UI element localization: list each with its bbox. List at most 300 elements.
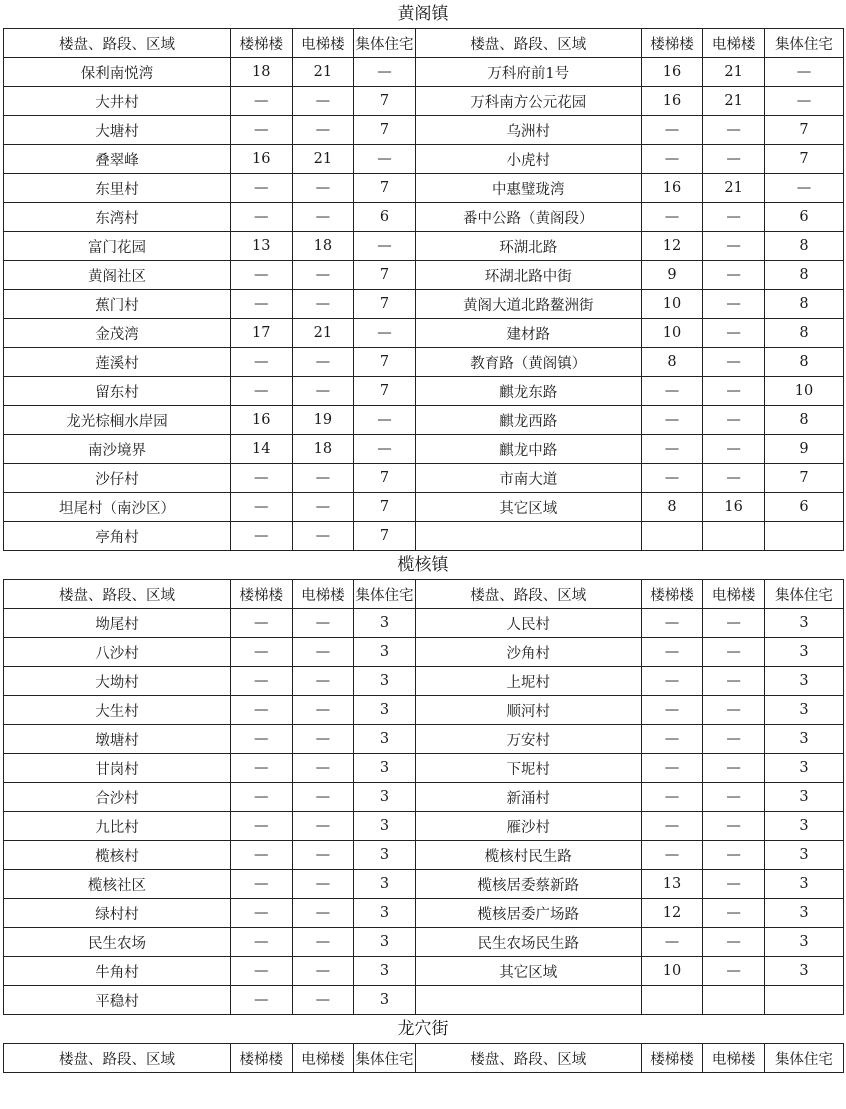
table-row <box>4 377 844 406</box>
table-cell: 18 <box>230 58 292 87</box>
table-cell: 环湖北路 <box>415 232 641 261</box>
table-cell: — <box>703 406 765 435</box>
table-cell: 16 <box>703 493 765 522</box>
table-cell: — <box>764 87 843 116</box>
table-cell: 7 <box>764 464 843 493</box>
table-cell: 16 <box>230 406 292 435</box>
table-cell: 3 <box>764 899 843 928</box>
table-cell: 12 <box>641 899 703 928</box>
table-row <box>4 174 844 203</box>
table-cell: 民生农场 <box>4 928 231 957</box>
table-row <box>4 986 844 1015</box>
table-row <box>4 899 844 928</box>
table-cell: 7 <box>354 464 416 493</box>
column-header: 楼梯楼 <box>230 580 292 609</box>
table-cell: 平稳村 <box>4 986 231 1015</box>
column-header: 电梯楼 <box>703 580 765 609</box>
table-header-row <box>4 29 844 58</box>
table-cell: — <box>292 870 354 899</box>
column-header: 楼梯楼 <box>230 29 292 58</box>
table-cell: — <box>230 290 292 319</box>
column-header: 楼梯楼 <box>641 1044 703 1073</box>
column-header: 楼盘、路段、区域 <box>4 1044 231 1073</box>
table-cell: 环湖北路中街 <box>415 261 641 290</box>
table-cell: 16 <box>641 174 703 203</box>
table-cell: — <box>230 638 292 667</box>
table-cell: 16 <box>641 58 703 87</box>
table-cell: 牛角村 <box>4 957 231 986</box>
table-cell: 龙光棕榈水岸园 <box>4 406 231 435</box>
table-cell: 6 <box>764 493 843 522</box>
table-cell: 21 <box>703 87 765 116</box>
table-cell: 九比村 <box>4 812 231 841</box>
table-cell: — <box>292 928 354 957</box>
table-cell: — <box>292 754 354 783</box>
table-cell: — <box>230 986 292 1015</box>
table-cell <box>415 986 641 1015</box>
table-cell: — <box>703 145 765 174</box>
table-cell: — <box>292 116 354 145</box>
table-cell: — <box>292 696 354 725</box>
table-row <box>4 261 844 290</box>
table-cell: 甘岗村 <box>4 754 231 783</box>
table-cell: 榄核居委蔡新路 <box>415 870 641 899</box>
table-cell: 雁沙村 <box>415 812 641 841</box>
table-cell: 3 <box>354 638 416 667</box>
table-cell: 10 <box>764 377 843 406</box>
table-cell: 9 <box>641 261 703 290</box>
table-row <box>4 203 844 232</box>
column-header: 楼盘、路段、区域 <box>415 580 641 609</box>
table-cell: — <box>641 406 703 435</box>
table-cell: — <box>641 725 703 754</box>
table-row <box>4 435 844 464</box>
table-cell: 3 <box>354 667 416 696</box>
table-cell: — <box>703 261 765 290</box>
table-cell: — <box>703 725 765 754</box>
column-header: 电梯楼 <box>292 580 354 609</box>
table-cell: 10 <box>641 319 703 348</box>
table-cell: 3 <box>764 754 843 783</box>
table-cell: 3 <box>354 812 416 841</box>
table-cell: 榄核社区 <box>4 870 231 899</box>
table-cell: — <box>230 899 292 928</box>
table-cell: — <box>641 812 703 841</box>
table-cell: 3 <box>764 609 843 638</box>
column-header: 楼盘、路段、区域 <box>415 1044 641 1073</box>
table-cell <box>764 522 843 551</box>
table-cell: — <box>230 812 292 841</box>
table-row <box>4 928 844 957</box>
column-header: 楼梯楼 <box>641 29 703 58</box>
column-header: 集体住宅 <box>354 580 416 609</box>
table-cell: 7 <box>354 261 416 290</box>
table-row <box>4 87 844 116</box>
table-cell: — <box>354 145 416 174</box>
table-cell: 17 <box>230 319 292 348</box>
housing-table <box>3 579 844 1015</box>
table-cell: 乌洲村 <box>415 116 641 145</box>
table-cell: — <box>230 696 292 725</box>
table-cell: 东里村 <box>4 174 231 203</box>
table-cell: — <box>703 116 765 145</box>
column-header: 集体住宅 <box>764 1044 843 1073</box>
table-cell: 中惠璧珑湾 <box>415 174 641 203</box>
table-cell: 7 <box>354 116 416 145</box>
table-row <box>4 841 844 870</box>
table-cell: — <box>292 348 354 377</box>
table-cell: 21 <box>292 145 354 174</box>
column-header: 电梯楼 <box>292 29 354 58</box>
table-row <box>4 232 844 261</box>
table-cell <box>641 986 703 1015</box>
table-cell: — <box>292 986 354 1015</box>
table-cell: 8 <box>764 406 843 435</box>
table-cell: — <box>703 754 765 783</box>
table-cell: 12 <box>641 232 703 261</box>
table-cell: 榄核村 <box>4 841 231 870</box>
table-cell: — <box>230 174 292 203</box>
table-cell: — <box>703 290 765 319</box>
table-cell: 下坭村 <box>415 754 641 783</box>
table-cell: — <box>230 464 292 493</box>
table-cell: — <box>764 58 843 87</box>
table-cell: — <box>230 116 292 145</box>
table-cell: — <box>641 696 703 725</box>
table-cell: — <box>354 435 416 464</box>
table-cell: — <box>703 928 765 957</box>
table-cell: — <box>230 754 292 783</box>
table-row <box>4 870 844 899</box>
table-cell: — <box>292 290 354 319</box>
table-cell: — <box>703 957 765 986</box>
table-cell: 富门花园 <box>4 232 231 261</box>
table-cell: — <box>230 261 292 290</box>
table-row <box>4 522 844 551</box>
column-header: 楼梯楼 <box>641 580 703 609</box>
table-cell: — <box>354 406 416 435</box>
table-cell: 16 <box>641 87 703 116</box>
table-cell: 大生村 <box>4 696 231 725</box>
column-header: 集体住宅 <box>354 1044 416 1073</box>
housing-table <box>3 28 844 551</box>
table-cell: 3 <box>354 696 416 725</box>
table-cell: 坦尾村（南沙区） <box>4 493 231 522</box>
table-cell: 3 <box>764 928 843 957</box>
table-cell: — <box>703 638 765 667</box>
table-cell: — <box>292 522 354 551</box>
table-cell: — <box>292 87 354 116</box>
table-cell: 市南大道 <box>415 464 641 493</box>
table-cell: — <box>641 638 703 667</box>
table-cell: — <box>641 435 703 464</box>
table-cell: 21 <box>292 58 354 87</box>
table-cell: 9 <box>764 435 843 464</box>
section-title: 榄核镇 <box>397 555 449 575</box>
table-cell: — <box>230 725 292 754</box>
table-cell: — <box>230 783 292 812</box>
table-cell: — <box>703 348 765 377</box>
table-cell: — <box>230 203 292 232</box>
table-row <box>4 493 844 522</box>
table-cell: — <box>230 87 292 116</box>
table-cell: 绿村村 <box>4 899 231 928</box>
table-cell: — <box>292 812 354 841</box>
table-cell: 8 <box>764 348 843 377</box>
table-row <box>4 696 844 725</box>
column-header: 楼盘、路段、区域 <box>4 29 231 58</box>
table-cell: — <box>292 493 354 522</box>
table-cell: 其它区域 <box>415 493 641 522</box>
table-row <box>4 348 844 377</box>
table-cell: — <box>703 377 765 406</box>
table-cell: — <box>641 609 703 638</box>
table-cell: 留东村 <box>4 377 231 406</box>
table-cell: — <box>292 957 354 986</box>
table-cell: 上坭村 <box>415 667 641 696</box>
table-cell: — <box>703 435 765 464</box>
table-cell: — <box>641 464 703 493</box>
table-cell: — <box>354 232 416 261</box>
table-cell: 大塘村 <box>4 116 231 145</box>
table-cell: 10 <box>641 957 703 986</box>
table-cell: 金茂湾 <box>4 319 231 348</box>
section-title: 黄阁镇 <box>397 4 449 24</box>
table-cell: 合沙村 <box>4 783 231 812</box>
table-cell: — <box>354 319 416 348</box>
table-cell: — <box>230 493 292 522</box>
table-header-row <box>4 1044 844 1073</box>
table-cell: — <box>292 667 354 696</box>
table-row <box>4 957 844 986</box>
table-cell: — <box>703 696 765 725</box>
table-cell: 10 <box>641 290 703 319</box>
table-cell: 7 <box>354 522 416 551</box>
table-cell: 大井村 <box>4 87 231 116</box>
table-row <box>4 116 844 145</box>
table-row <box>4 609 844 638</box>
table-cell: 7 <box>354 87 416 116</box>
table-cell: — <box>292 609 354 638</box>
table-cell: 6 <box>764 203 843 232</box>
table-cell: — <box>703 232 765 261</box>
table-cell: 小虎村 <box>415 145 641 174</box>
table-row <box>4 406 844 435</box>
table-cell: 6 <box>354 203 416 232</box>
table-cell: 7 <box>354 377 416 406</box>
table-row <box>4 667 844 696</box>
table-cell: — <box>641 667 703 696</box>
table-cell: 8 <box>764 261 843 290</box>
table-cell: — <box>703 319 765 348</box>
table-cell: 8 <box>641 493 703 522</box>
table-cell: — <box>703 812 765 841</box>
table-cell: 21 <box>292 319 354 348</box>
table-cell: 3 <box>764 638 843 667</box>
table-cell: 叠翠峰 <box>4 145 231 174</box>
table-cell: — <box>641 841 703 870</box>
table-cell: 3 <box>764 870 843 899</box>
table-cell: 东湾村 <box>4 203 231 232</box>
table-cell: — <box>703 870 765 899</box>
table-cell: 7 <box>764 116 843 145</box>
table-cell: — <box>292 377 354 406</box>
table-cell: 3 <box>354 986 416 1015</box>
table-cell: 新涌村 <box>415 783 641 812</box>
table-row <box>4 319 844 348</box>
column-header: 电梯楼 <box>703 29 765 58</box>
table-cell: — <box>292 174 354 203</box>
table-cell: — <box>292 464 354 493</box>
table-cell: — <box>292 899 354 928</box>
table-row <box>4 58 844 87</box>
table-cell: — <box>703 841 765 870</box>
table-cell: 3 <box>354 609 416 638</box>
table-cell: 万科府前1号 <box>415 58 641 87</box>
table-row <box>4 783 844 812</box>
table-cell: — <box>703 464 765 493</box>
table-cell: 榄核居委广场路 <box>415 899 641 928</box>
table-cell: 3 <box>354 841 416 870</box>
table-cell: 3 <box>764 696 843 725</box>
table-cell: 3 <box>354 957 416 986</box>
table-cell: 3 <box>354 899 416 928</box>
table-cell: — <box>703 783 765 812</box>
table-cell: — <box>354 58 416 87</box>
table-row <box>4 145 844 174</box>
table-cell: 麒龙东路 <box>415 377 641 406</box>
table-cell: — <box>641 928 703 957</box>
housing-table <box>3 1043 844 1073</box>
table-cell: 麒龙中路 <box>415 435 641 464</box>
column-header: 电梯楼 <box>703 1044 765 1073</box>
table-cell: 3 <box>354 725 416 754</box>
table-cell: 3 <box>354 870 416 899</box>
table-cell: 沙角村 <box>415 638 641 667</box>
table-cell: — <box>703 667 765 696</box>
table-cell: 民生农场民生路 <box>415 928 641 957</box>
table-cell: — <box>292 783 354 812</box>
table-cell: — <box>292 261 354 290</box>
section-title: 龙穴街 <box>397 1019 449 1039</box>
table-row <box>4 754 844 783</box>
table-row <box>4 725 844 754</box>
table-cell: 3 <box>764 957 843 986</box>
table-cell: 18 <box>292 232 354 261</box>
column-header: 楼梯楼 <box>230 1044 292 1073</box>
table-cell: 保利南悦湾 <box>4 58 231 87</box>
table-cell: — <box>292 841 354 870</box>
table-header-row <box>4 580 844 609</box>
table-cell: 7 <box>764 145 843 174</box>
table-cell: — <box>292 725 354 754</box>
table-cell: — <box>230 522 292 551</box>
table-cell: 13 <box>230 232 292 261</box>
table-cell: 7 <box>354 174 416 203</box>
table-cell: 18 <box>292 435 354 464</box>
column-header: 集体住宅 <box>354 29 416 58</box>
table-cell: — <box>703 203 765 232</box>
table-cell: 黄阁大道北路鳌洲街 <box>415 290 641 319</box>
table-cell: 7 <box>354 348 416 377</box>
table-cell: 黄阁社区 <box>4 261 231 290</box>
table-cell <box>764 986 843 1015</box>
table-cell: 番中公路（黄阁段） <box>415 203 641 232</box>
table-row <box>4 812 844 841</box>
table-cell: 8 <box>764 319 843 348</box>
table-cell: 16 <box>230 145 292 174</box>
table-cell: 万安村 <box>415 725 641 754</box>
table-cell: 13 <box>641 870 703 899</box>
table-cell <box>641 522 703 551</box>
table-cell: 7 <box>354 290 416 319</box>
column-header: 集体住宅 <box>764 580 843 609</box>
table-cell: — <box>230 377 292 406</box>
table-cell: — <box>641 754 703 783</box>
table-cell: 21 <box>703 174 765 203</box>
table-cell: — <box>764 174 843 203</box>
table-cell: 南沙境界 <box>4 435 231 464</box>
table-cell: 榄核村民生路 <box>415 841 641 870</box>
table-cell: 大坳村 <box>4 667 231 696</box>
table-cell: — <box>230 667 292 696</box>
table-cell: — <box>703 899 765 928</box>
table-cell: 亭角村 <box>4 522 231 551</box>
table-cell: — <box>230 957 292 986</box>
table-cell <box>703 986 765 1015</box>
table-cell: 莲溪村 <box>4 348 231 377</box>
table-cell: 8 <box>764 232 843 261</box>
table-cell: 顺河村 <box>415 696 641 725</box>
table-cell: — <box>641 377 703 406</box>
table-cell: 3 <box>354 754 416 783</box>
table-cell: 3 <box>764 783 843 812</box>
table-cell: — <box>641 145 703 174</box>
table-cell: 八沙村 <box>4 638 231 667</box>
table-cell: 墩塘村 <box>4 725 231 754</box>
table-cell: 3 <box>354 928 416 957</box>
table-cell: 8 <box>641 348 703 377</box>
table-cell: — <box>641 116 703 145</box>
table-cell: — <box>230 928 292 957</box>
table-cell <box>703 522 765 551</box>
table-cell: — <box>641 203 703 232</box>
table-cell: 3 <box>354 783 416 812</box>
table-cell: 7 <box>354 493 416 522</box>
table-cell: 麒龙西路 <box>415 406 641 435</box>
table-cell: — <box>703 609 765 638</box>
table-cell: — <box>292 203 354 232</box>
column-header: 电梯楼 <box>292 1044 354 1073</box>
table-cell: 人民村 <box>415 609 641 638</box>
table-cell: 沙仔村 <box>4 464 231 493</box>
column-header: 楼盘、路段、区域 <box>4 580 231 609</box>
table-cell: 建材路 <box>415 319 641 348</box>
table-row <box>4 464 844 493</box>
table-cell: 教育路（黄阁镇） <box>415 348 641 377</box>
table-row <box>4 638 844 667</box>
table-cell: — <box>230 870 292 899</box>
column-header: 集体住宅 <box>764 29 843 58</box>
table-cell: 3 <box>764 725 843 754</box>
table-cell: — <box>641 783 703 812</box>
table-cell: 万科南方公元花园 <box>415 87 641 116</box>
table-cell: — <box>230 348 292 377</box>
table-cell: — <box>292 638 354 667</box>
table-cell: — <box>230 841 292 870</box>
table-cell: 3 <box>764 667 843 696</box>
table-cell: 19 <box>292 406 354 435</box>
